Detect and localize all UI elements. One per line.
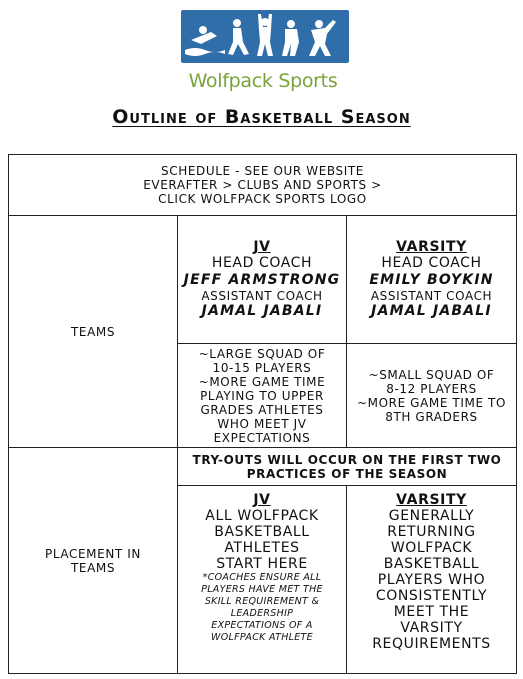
jv-placement-heading: JV: [253, 492, 271, 508]
jv-placement-cell: [178, 486, 347, 674]
jv-placement-line: START HERE: [216, 556, 308, 572]
varsity-placement-heading: VARSITY: [396, 492, 467, 508]
jv-squad-line: ~MORE GAME TIME: [198, 374, 326, 389]
varsity-placement-line: PLAYERS WHO: [377, 572, 486, 588]
varsity-squad-line: ~MORE GAME TIME TO: [356, 395, 507, 410]
tryouts-cell: [178, 448, 517, 486]
jv-note-line: PLAYERS HAVE MET THE: [201, 584, 323, 595]
wolfpack-logo: [177, 10, 349, 92]
varsity-head-coach-name: EMILY BOYKIN: [369, 272, 494, 288]
logo-text: Wolfpack Sports: [188, 70, 338, 92]
varsity-head-coach-label: HEAD COACH: [381, 255, 482, 271]
varsity-placement-line: BASKETBALL: [383, 556, 480, 572]
jv-note-line: SKILL REQUIREMENT &: [204, 596, 320, 607]
jv-placement-line: BASKETBALL: [214, 524, 310, 540]
varsity-placement-line: VARSITY: [400, 620, 463, 636]
jv-note-line: EXPECTATIONS OF A: [211, 620, 313, 631]
schedule-line: CLICK WOLFPACK SPORTS LOGO: [158, 192, 367, 206]
varsity-squad-line: ~SMALL SQUAD OF: [368, 367, 495, 382]
logo-banner: [181, 10, 349, 63]
varsity-squad-line: 8TH GRADERS: [385, 409, 478, 424]
teams-label: TEAMS: [9, 216, 178, 448]
teams-coaches-row: [9, 216, 517, 344]
jv-heading: JV: [253, 239, 271, 255]
varsity-squad-line: 8-12 PLAYERS: [386, 381, 477, 396]
jv-squad-line: ~LARGE SQUAD OF: [198, 346, 326, 361]
placement-label-line: PLACEMENT IN: [45, 546, 141, 561]
varsity-placement-cell: [347, 486, 517, 674]
schedule-row: [9, 155, 517, 216]
tryouts-line: PRACTICES OF THE SEASON: [246, 466, 448, 481]
placement-label-line: TEAMS: [70, 560, 116, 575]
jv-head-coach-name: JEFF ARMSTRONG: [183, 272, 341, 288]
jv-note-line: LEADERSHIP: [230, 608, 294, 619]
varsity-placement-line: MEET THE: [393, 604, 470, 620]
varsity-placement-line: RETURNING: [387, 524, 476, 540]
jv-squad-line: EXPECTATIONS: [213, 430, 311, 445]
jv-squad-cell: [178, 344, 347, 448]
jv-squad-line: PLAYING TO UPPER: [200, 388, 324, 403]
jv-placement-line: ALL WOLFPACK: [205, 508, 319, 524]
varsity-coaches-cell: [347, 216, 517, 344]
schedule-cell: [9, 155, 517, 216]
varsity-assistant-label: ASSISTANT COACH: [370, 289, 493, 303]
tryouts-line: TRY-OUTS WILL OCCUR ON THE FIRST TWO: [192, 452, 502, 467]
jv-squad-line: GRADES ATHLETES: [200, 402, 324, 417]
placement-label: [9, 448, 178, 674]
jv-note-line: WOLFPACK ATHLETE: [211, 632, 313, 643]
varsity-heading: VARSITY: [396, 239, 467, 255]
jv-coaches-cell: [178, 216, 347, 344]
season-outline-table: [8, 154, 517, 674]
varsity-squad-cell: [347, 344, 517, 448]
jv-note-line: *COACHES ENSURE ALL: [202, 572, 322, 583]
jv-assistant-label: ASSISTANT COACH: [201, 289, 323, 303]
jv-placement-line: ATHLETES: [224, 540, 300, 556]
varsity-placement-line: CONSISTENTLY: [375, 588, 488, 604]
varsity-assistant-name: JAMAL JABALI: [371, 303, 492, 319]
jv-head-coach-label: HEAD COACH: [211, 255, 313, 271]
schedule-line: EVERAFTER > CLUBS AND SPORTS >: [143, 178, 382, 192]
page-title: Outline of Basketball Season: [112, 106, 411, 128]
athletes-silhouette-icon: [181, 10, 349, 63]
schedule-line: SCHEDULE - SEE OUR WEBSITE: [161, 164, 364, 178]
jv-squad-line: WHO MEET JV: [217, 416, 307, 431]
varsity-placement-line: REQUIREMENTS: [372, 636, 491, 652]
jv-assistant-name: JAMAL JABALI: [201, 303, 323, 319]
varsity-placement-line: WOLFPACK: [390, 540, 473, 556]
jv-squad-line: 10-15 PLAYERS: [212, 360, 312, 375]
tryouts-row: [9, 448, 517, 486]
varsity-placement-line: GENERALLY: [388, 508, 475, 524]
